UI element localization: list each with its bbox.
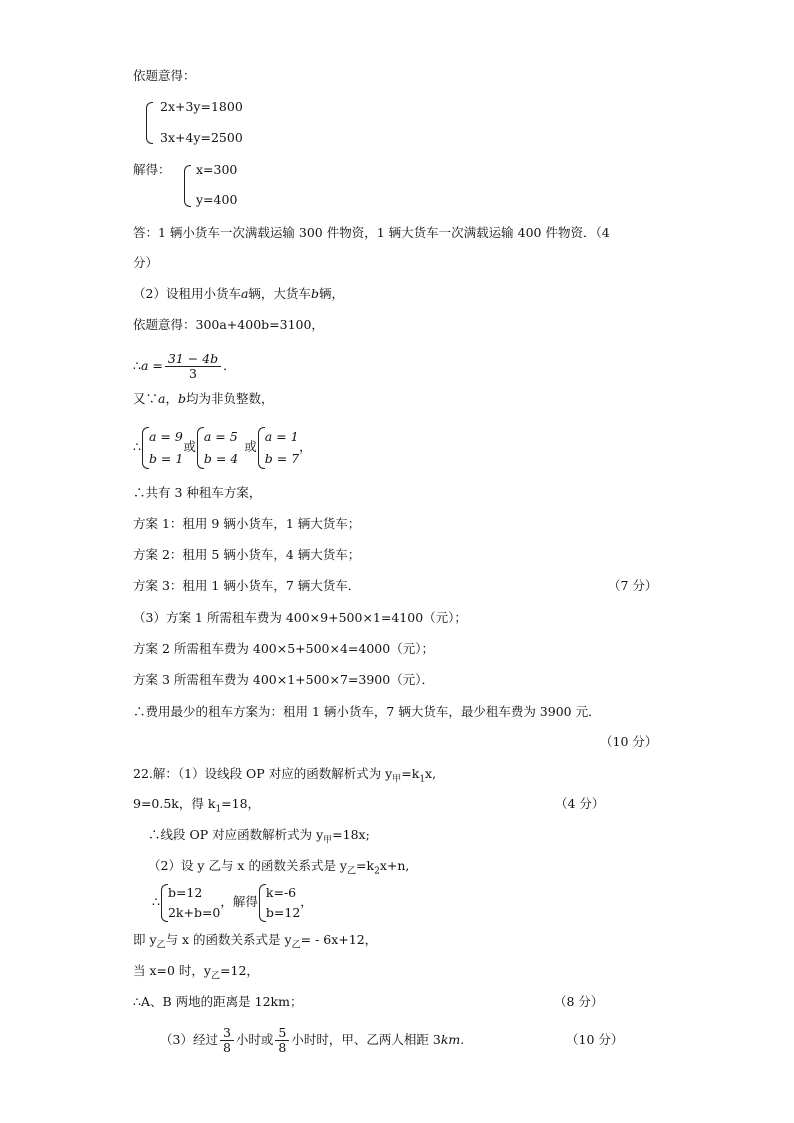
text-line: 分） [133, 255, 159, 270]
text: ，解得 [220, 894, 258, 909]
text: （2）设 y 乙与 x 的函数关系式是 y [148, 858, 347, 873]
text: 辆， [318, 286, 344, 301]
text-line: 方案 2 所需租车费为 400×5+500×4=4000（元）； [133, 641, 434, 656]
score-label: （10 分） [566, 1032, 624, 1047]
variable-a: a [240, 286, 249, 301]
text: 小时或 [235, 1032, 274, 1047]
text-line: 方案 3 所需租车费为 400×1+500×7=3900（元）． [133, 672, 434, 687]
variable-a: a = [140, 358, 163, 373]
equation-system [160, 883, 220, 923]
variable-b: b [177, 391, 186, 406]
text-line [133, 391, 274, 407]
text-line [133, 963, 259, 985]
text: ． [223, 358, 236, 373]
equation: a = 5 [203, 428, 238, 444]
text: 22.解：（1）设线段 OP 对应的函数解析式为 y [133, 766, 393, 781]
therefore-symbol: ∴ [133, 439, 141, 454]
text-line: ∴费用最少的租车方案为：租用 1 辆小货车，7 辆大货车，最少租车费为 3900 元． [133, 704, 601, 719]
text: x, [425, 766, 437, 781]
subscript: 乙 [156, 940, 166, 951]
answer-line: 答：1 辆小货车一次满载运输 300 件物资，1 辆大货车一次满载运输 400 件物资．（4 [133, 225, 610, 240]
solution-system [258, 883, 300, 923]
equation: b = 4 [203, 450, 239, 466]
equation: b=12 [167, 884, 203, 900]
text-line: 方案 2：租用 5 辆小货车，4 辆大货车； [133, 547, 361, 562]
text: 小时时，甲、乙两人相距 3 [291, 1032, 441, 1047]
text-line [160, 1022, 464, 1058]
text: = - 6x+12， [300, 932, 378, 947]
denominator: 3 [189, 366, 197, 381]
unit: km [440, 1032, 461, 1047]
subscript: 乙 [211, 971, 221, 982]
text: x+n, [379, 858, 410, 873]
fraction [220, 1026, 234, 1055]
denominator: 8 [278, 1040, 287, 1055]
or-text: 或 [244, 439, 257, 454]
text: =k [401, 766, 420, 781]
subscript: 1 [419, 774, 426, 785]
text-line: 方案 3：租用 1 辆小货车，7 辆大货车． [133, 578, 361, 593]
text-line [148, 827, 370, 849]
text: （2）设租用小货车 [133, 286, 241, 301]
equation: 2x+3y=1800 [160, 99, 243, 114]
text-line [133, 766, 436, 788]
text: ∴线段 OP 对应函数解析式为 y [148, 827, 324, 842]
equation: x=300 [196, 162, 238, 177]
text-line: ∴A、B 两地的距离是 12km； [133, 994, 303, 1009]
equation: b = 7 [264, 450, 300, 466]
text-line: 依题意得： [133, 68, 196, 83]
score-label: （10 分） [600, 734, 658, 749]
fraction [165, 352, 221, 381]
text: . [460, 1032, 465, 1047]
equation: a = 9 [148, 428, 183, 444]
equation-system-line [152, 880, 313, 924]
equation: k=-6 [265, 884, 297, 900]
text: =18， [221, 796, 261, 811]
subscript: 乙 [347, 866, 357, 877]
score-label: （7 分） [608, 578, 658, 593]
equation: b=12 [265, 904, 301, 920]
variable-a: a [158, 391, 166, 406]
text: 9=0.5k，得 k [133, 796, 216, 811]
text: 均为非负整数， [186, 391, 274, 406]
text-line [133, 286, 344, 302]
text-line [148, 858, 409, 880]
denominator: 8 [222, 1040, 231, 1055]
solution-system-1 [141, 426, 183, 470]
solutions-line [133, 425, 312, 470]
equation: 3x+4y=2500 [160, 130, 243, 145]
fraction [275, 1026, 289, 1055]
text: =k [356, 858, 375, 873]
score-label: （8 分） [554, 994, 604, 1009]
formula-line [133, 352, 236, 381]
variable-b: b [310, 286, 319, 301]
subscript: 甲 [323, 835, 333, 846]
text: =18x; [332, 827, 370, 842]
text: ， [300, 894, 313, 909]
text-line: 方案 1：租用 9 辆小货车，1 辆大货车； [133, 516, 361, 531]
text: 与 x 的函数关系式是 y [165, 932, 292, 947]
solution-system-2 [196, 426, 238, 470]
numerator: 5 [275, 1026, 289, 1041]
therefore-symbol: ∴ [133, 358, 141, 373]
equation: b = 1 [148, 450, 184, 466]
text: 又∵ [133, 391, 159, 406]
text-line: 依题意得：300a+400b=3100， [133, 317, 324, 332]
score-label: （4 分） [555, 796, 605, 811]
text: ， [165, 391, 178, 406]
text-line: （3）方案 1 所需租车费为 400×9+500×1=4100（元）； [133, 610, 467, 625]
text: （3）经过 [160, 1032, 218, 1047]
subscript: 1 [215, 804, 222, 815]
text: 辆，大货车 [248, 286, 311, 301]
or-text: 或 [183, 439, 196, 454]
text-line [133, 796, 260, 818]
text: 当 x=0 时，y [133, 963, 211, 978]
numerator: 3 [220, 1026, 234, 1041]
solution-system-3 [257, 426, 299, 470]
equation: y=400 [196, 192, 238, 207]
system-brace [184, 165, 191, 207]
subscript: 乙 [291, 940, 301, 951]
subscript: 甲 [392, 774, 402, 785]
numerator: 31 − 4b [165, 352, 221, 367]
system-brace [146, 102, 153, 144]
text-line: 解得： [133, 162, 171, 177]
equation: 2k+b=0 [167, 904, 221, 920]
text: 即 y [133, 932, 157, 947]
text: ， [299, 439, 312, 454]
text-line: ∴共有 3 种租车方案， [133, 485, 262, 500]
text-line [133, 932, 377, 954]
subscript: 2 [374, 866, 380, 877]
text: =12， [220, 963, 259, 978]
therefore-symbol: ∴ [152, 894, 160, 909]
equation: a = 1 [264, 428, 299, 444]
